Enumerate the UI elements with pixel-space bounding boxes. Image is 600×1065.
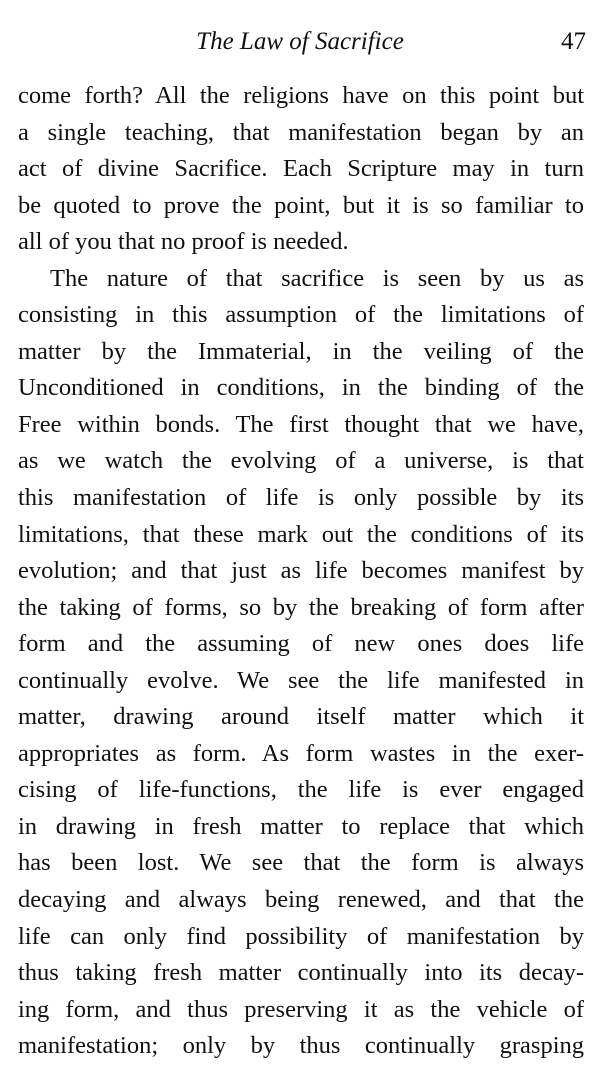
text-line: appropriates as form. As form wastes in the exer- <box>18 739 584 767</box>
text-line: limitations, that these mark out the conditions of its <box>18 520 584 548</box>
running-header <box>0 24 600 60</box>
paragraph-first-line: The nature of that sacrifice is seen by us as <box>50 264 584 292</box>
text-line: Unconditioned in conditions, in the binding of the <box>18 374 584 402</box>
text-line: life can only find possibility of manifestation by <box>18 922 584 950</box>
text-line: Free within bonds. The first thought that we have, <box>18 410 584 438</box>
text-line: this manifestation of life is only possible by its <box>18 484 584 512</box>
text-line: form and the assuming of new ones does life <box>18 630 584 658</box>
text-line: manifestation; only by thus continually grasping <box>18 1032 584 1060</box>
text-line: evolution; and that just as life becomes manifest by <box>18 557 584 585</box>
text-line: come forth? All the religions have on this point but <box>18 82 584 109</box>
text-line: a single teaching, that manifestation began by an <box>18 118 584 146</box>
text-line: act of divine Sacrifice. Each Scripture may in turn <box>18 155 584 183</box>
text-line: the taking of forms, so by the breaking of form after <box>18 593 584 621</box>
body-text <box>18 78 584 1065</box>
text-line: all of you that no proof is needed. <box>18 228 349 256</box>
text-line: continually evolve. We see the life manifested in <box>18 666 584 694</box>
text-line: cising of life-functions, the life is ever engaged <box>18 776 584 804</box>
text-line: thus taking fresh matter continually into its decay- <box>18 959 584 987</box>
text-line: matter by the Immaterial, in the veiling of the <box>18 337 584 365</box>
text-line: in drawing in fresh matter to replace that which <box>18 812 584 840</box>
text-line: has been lost. We see that the form is always <box>18 849 584 877</box>
text-line: consisting in this assumption of the limitations of <box>18 301 584 329</box>
text-line: matter, drawing around itself matter which it <box>18 703 584 731</box>
text-line: decaying and always being renewed, and that the <box>18 886 584 914</box>
text-line: ing form, and thus preserving it as the vehicle of <box>18 995 584 1023</box>
text-line: as we watch the evolving of a universe, is that <box>18 447 584 475</box>
text-line: be quoted to prove the point, but it is so familiar to <box>18 191 584 219</box>
page-number: 47 <box>561 28 586 55</box>
header-title: The Law of Sacrifice <box>196 28 404 55</box>
